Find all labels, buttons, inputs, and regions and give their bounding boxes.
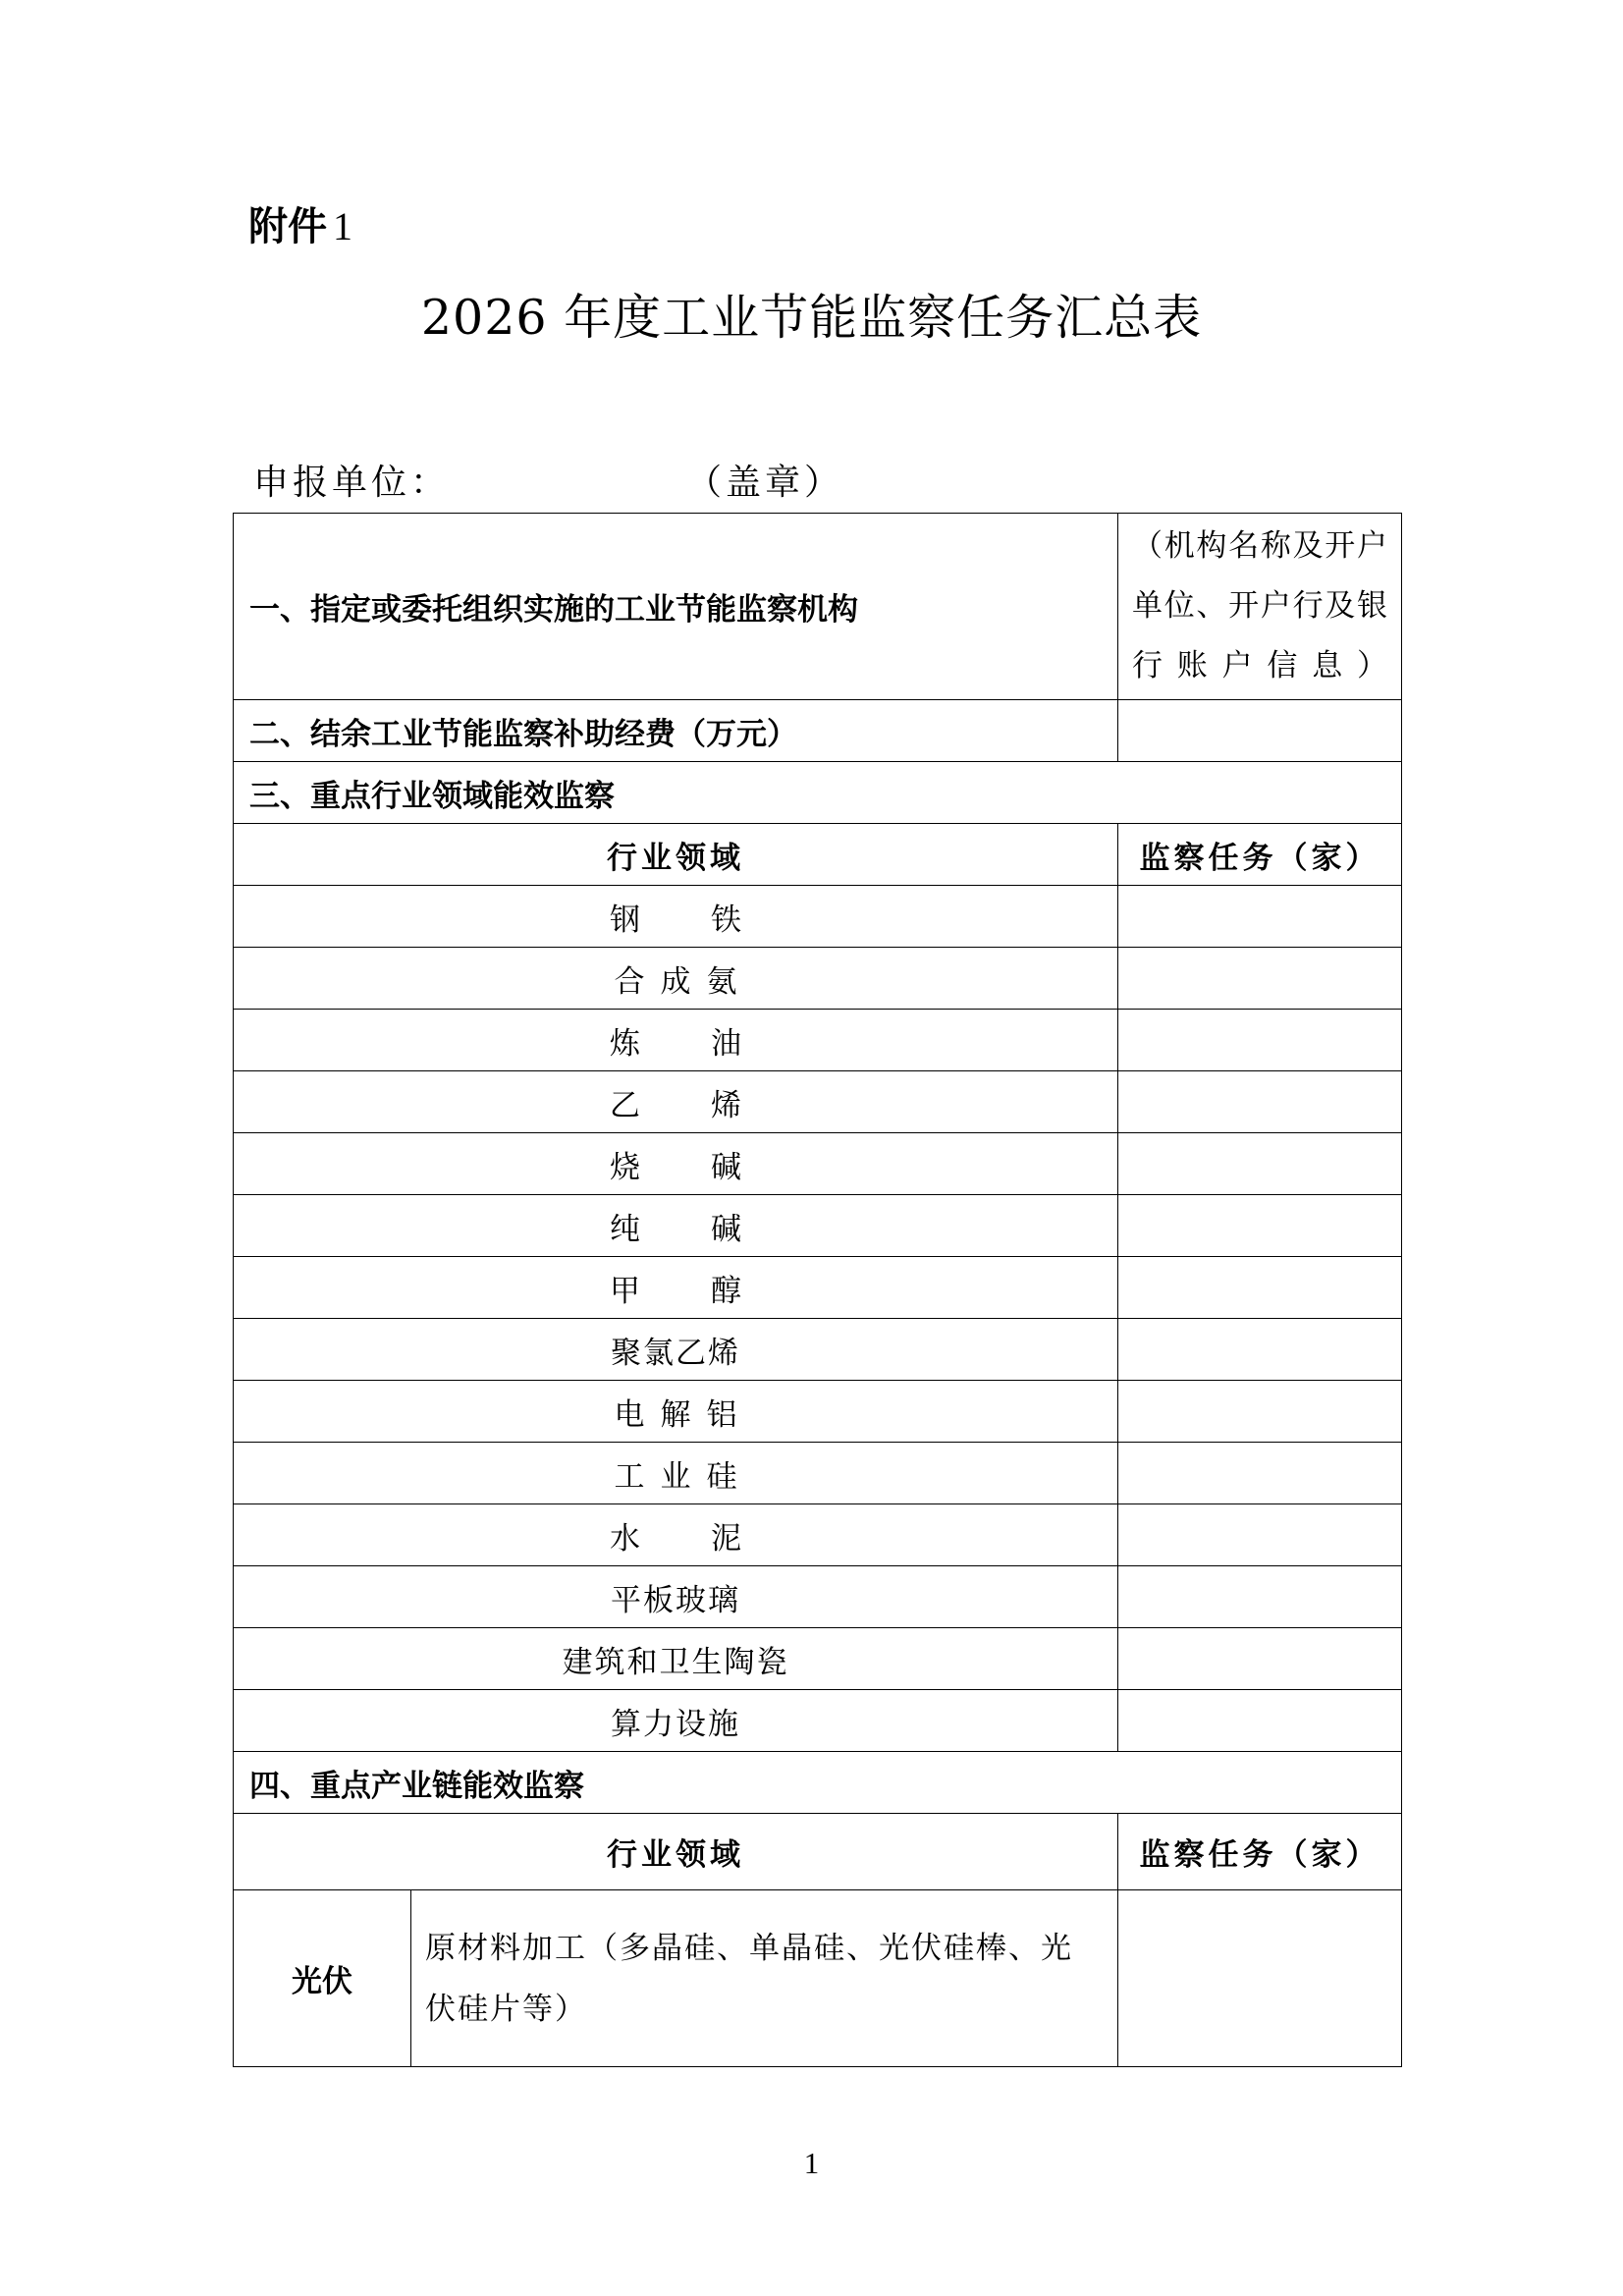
table-row xyxy=(234,1890,1402,2067)
industry-name-cell xyxy=(234,948,1118,1010)
section4-col-field-text: 行业领域 xyxy=(607,1837,744,1873)
task-count-cell xyxy=(1118,1381,1402,1443)
page-number: 1 xyxy=(803,2146,820,2180)
industry-name: 合成氨 xyxy=(614,963,753,1000)
industry-name-cell xyxy=(234,1195,1118,1257)
task-count-cell xyxy=(1118,1628,1402,1690)
industry-name: 建筑和卫生陶瓷 xyxy=(562,1644,789,1680)
section3-col-task-text: 监察任务（家） xyxy=(1139,840,1380,876)
industry-name: 纯碱 xyxy=(610,1211,812,1247)
table-row xyxy=(234,1566,1402,1628)
task-count-cell xyxy=(1118,1071,1402,1133)
section4-col-field xyxy=(234,1814,1118,1890)
table-row xyxy=(234,1133,1402,1195)
industry-name: 平板玻璃 xyxy=(611,1582,740,1618)
task-count-cell xyxy=(1118,1566,1402,1628)
table-row xyxy=(234,1195,1402,1257)
task-count-cell xyxy=(1118,1890,1402,2067)
industry-name: 水泥 xyxy=(610,1520,812,1557)
section4-col-task-text: 监察任务（家） xyxy=(1139,1837,1380,1873)
task-count-cell xyxy=(1118,886,1402,948)
task-count-cell xyxy=(1118,1319,1402,1381)
industry-name-cell xyxy=(234,1443,1118,1504)
document-title: 2026 年度工业节能监察任务汇总表 xyxy=(420,290,1203,346)
table-row xyxy=(234,1319,1402,1381)
section2-row xyxy=(234,700,1402,762)
industry-chain-name: 光伏 xyxy=(234,1890,411,2067)
industry-name-cell xyxy=(234,886,1118,948)
industry-name-cell xyxy=(234,1133,1118,1195)
section2-label: 二、结余工业节能监察补助经费（万元） xyxy=(234,700,1118,762)
section1-label: 一、指定或委托组织实施的工业节能监察机构 xyxy=(234,514,1118,700)
task-count-cell xyxy=(1118,948,1402,1010)
industry-name: 工业硅 xyxy=(614,1458,753,1495)
table-row xyxy=(234,886,1402,948)
industry-name: 聚氯乙烯 xyxy=(611,1335,740,1371)
table-row xyxy=(234,1504,1402,1566)
section3-column-row xyxy=(234,824,1402,886)
section4-col-task xyxy=(1118,1814,1402,1890)
industry-name: 甲醇 xyxy=(610,1273,812,1309)
task-summary-table xyxy=(233,513,1402,2067)
industry-name: 烧碱 xyxy=(610,1149,812,1185)
industry-name: 钢铁 xyxy=(610,902,812,938)
table-row xyxy=(234,1381,1402,1443)
industry-name: 炼油 xyxy=(610,1025,812,1062)
table-row xyxy=(234,1690,1402,1752)
section3-col-field-text: 行业领域 xyxy=(607,840,744,876)
industry-name-cell xyxy=(234,1319,1118,1381)
industry-name: 乙烯 xyxy=(610,1087,812,1123)
task-count-cell xyxy=(1118,1504,1402,1566)
industry-name-cell xyxy=(234,1381,1118,1443)
table-row xyxy=(234,1443,1402,1504)
industry-name: 电解铝 xyxy=(614,1396,753,1433)
section3-label: 三、重点行业领域能效监察 xyxy=(234,762,1402,824)
attachment-number: 1 xyxy=(333,204,352,248)
task-count-cell xyxy=(1118,1010,1402,1071)
section3-header-row xyxy=(234,762,1402,824)
industry-name-cell xyxy=(234,1010,1118,1071)
section4-column-row xyxy=(234,1814,1402,1890)
table-row xyxy=(234,1257,1402,1319)
industry-name-cell xyxy=(234,1690,1118,1752)
industry-name-cell xyxy=(234,1566,1118,1628)
table-row xyxy=(234,1071,1402,1133)
task-count-cell xyxy=(1118,1690,1402,1752)
task-count-cell xyxy=(1118,1443,1402,1504)
section3-col-field xyxy=(234,824,1118,886)
industry-name: 算力设施 xyxy=(611,1706,740,1742)
section4-label: 四、重点产业链能效监察 xyxy=(234,1752,1402,1814)
attachment-label xyxy=(248,197,352,256)
attachment-text: 附件 xyxy=(248,204,327,249)
industry-name-cell xyxy=(234,1257,1118,1319)
industry-name-cell xyxy=(234,1628,1118,1690)
industry-name-cell xyxy=(234,1071,1118,1133)
section1-note: （机构名称及开户单位、开户行及银行账户信息） xyxy=(1118,514,1402,700)
task-count-cell xyxy=(1118,1195,1402,1257)
table-row xyxy=(234,1628,1402,1690)
task-count-cell xyxy=(1118,1133,1402,1195)
section4-header-row xyxy=(234,1752,1402,1814)
industry-chain-segment: 原材料加工（多晶硅、单晶硅、光伏硅棒、光伏硅片等） xyxy=(411,1890,1118,2067)
table-row xyxy=(234,1010,1402,1071)
industry-name-cell xyxy=(234,1504,1118,1566)
reporting-unit-label: 申报单位： xyxy=(253,463,451,503)
task-count-cell xyxy=(1118,1257,1402,1319)
section1-row xyxy=(234,514,1402,700)
section3-col-task xyxy=(1118,824,1402,886)
section2-value-cell xyxy=(1118,700,1402,762)
seal-label: （盖章） xyxy=(686,463,844,503)
table-row xyxy=(234,948,1402,1010)
